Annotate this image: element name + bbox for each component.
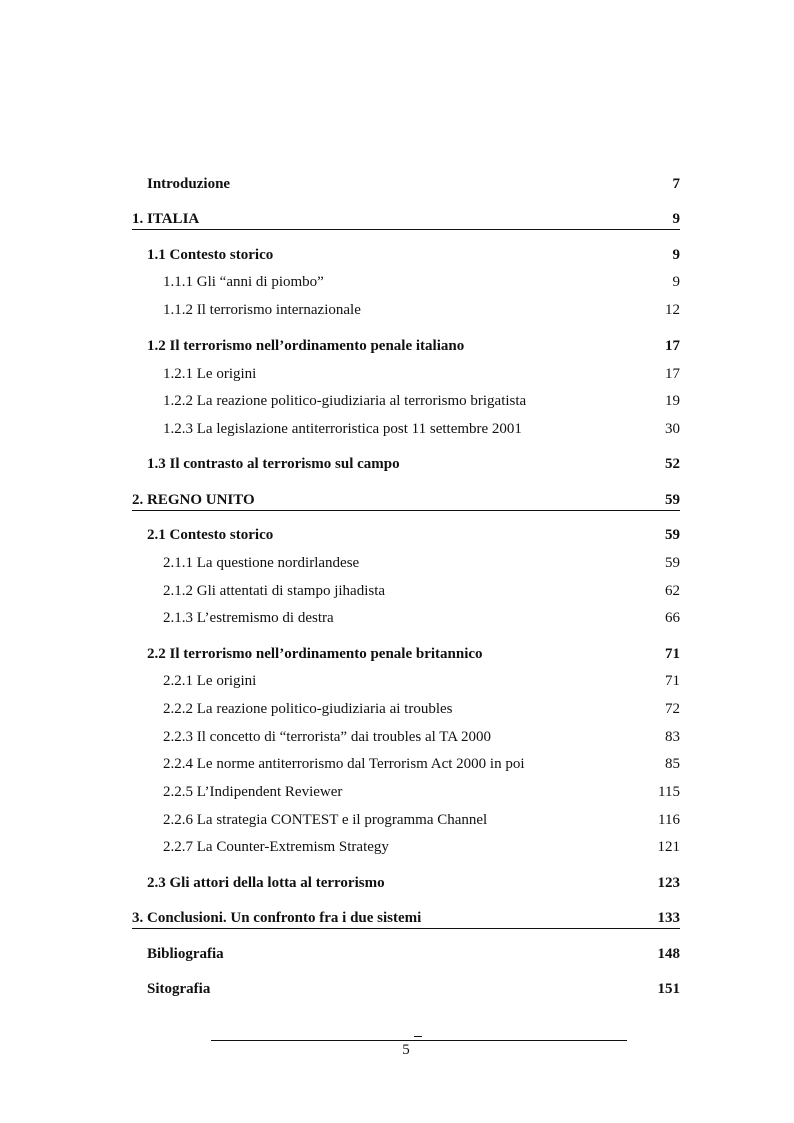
page-number: 5: [402, 1042, 410, 1058]
toc-entry-page: 9: [672, 247, 680, 263]
toc-entry-page: 66: [665, 610, 680, 626]
toc-entry-page: 83: [665, 729, 680, 745]
toc-entry: [163, 837, 680, 857]
toc-entry: [132, 209, 680, 230]
toc-entry-title: 1.1.2 Il terrorismo internazionale: [163, 302, 361, 318]
toc-entry-title: 2.1 Contesto storico: [147, 527, 274, 543]
toc-entry-page: 12: [665, 302, 680, 318]
toc-entry: [132, 490, 680, 511]
toc-entry-page: 19: [665, 393, 680, 409]
toc-entry-page: 116: [658, 812, 680, 828]
toc-entry-page: 123: [657, 875, 680, 891]
toc-entry-page: 85: [665, 756, 680, 772]
toc-entry-title: 2.2.7 La Counter-Extremism Strategy: [163, 839, 389, 855]
footer-rule: [211, 1040, 627, 1041]
toc-entry: [147, 525, 680, 545]
toc-entry-title: 1.3 Il contrasto al terrorismo sul campo: [147, 456, 400, 472]
toc-entry-title: 2.1.3 L’estremismo di destra: [163, 610, 334, 626]
toc-entry: [163, 553, 680, 573]
toc-entry: [163, 810, 680, 830]
toc-entry-title: 2.3 Gli attori della lotta al terrorismo: [147, 875, 385, 891]
toc-entry: [163, 419, 680, 439]
toc-entry: [163, 581, 680, 601]
toc-entry-title: 3. Conclusioni. Un confronto fra i due sistemi: [132, 910, 422, 926]
toc-entry-title: 1.2.2 La reazione politico-giudiziaria al terrorismo brigatista: [163, 393, 527, 409]
toc-entry-page: 59: [665, 527, 680, 543]
toc-entry-title: 1.1.1 Gli “anni di piombo”: [163, 274, 324, 290]
toc-entry-title: 1.1 Contesto storico: [147, 247, 274, 263]
toc-entry: [132, 908, 680, 929]
toc-entry: [147, 873, 680, 893]
toc-entry: [163, 608, 680, 628]
toc-entry: [163, 727, 680, 747]
toc-entry-title: 2.2.5 L’Indipendent Reviewer: [163, 784, 343, 800]
toc-entry: [163, 300, 680, 320]
toc-entry-page: 72: [665, 701, 680, 717]
toc-entry-title: 2.2.1 Le origini: [163, 673, 257, 689]
toc-entry-title: 1.2.1 Le origini: [163, 366, 257, 382]
toc-entry-title: 2.2.3 Il concetto di “terrorista” dai troubles al TA 2000: [163, 729, 492, 745]
toc-entry: [147, 174, 680, 194]
toc-entry-title: Bibliografia: [147, 946, 224, 962]
toc-entry-page: 59: [665, 555, 680, 571]
toc-entry-page: 148: [657, 946, 680, 962]
toc-entry-title: 2. REGNO UNITO: [132, 492, 255, 508]
toc-entry: [147, 336, 680, 356]
toc-entry-title: Introduzione: [147, 176, 231, 192]
toc-entry-title: Sitografia: [147, 981, 211, 997]
toc-entry: [163, 391, 680, 411]
toc-entry: [163, 699, 680, 719]
toc-entry-page: 9: [672, 211, 680, 227]
toc-entry-page: 115: [658, 784, 680, 800]
toc-entry-page: 59: [665, 492, 680, 508]
toc-entry-title: 2.2.6 La strategia CONTEST e il programma Channel: [163, 812, 488, 828]
toc-entry-title: 2.1.2 Gli attentati di stampo jihadista: [163, 583, 386, 599]
toc-entry: [163, 754, 680, 774]
toc-entry-title: 1.2.3 La legislazione antiterroristica post 11 settembre 2001: [163, 421, 522, 437]
toc-entry-title: 2.2 Il terrorismo nell’ordinamento penale britannico: [147, 646, 483, 662]
footer-tick: [414, 1036, 422, 1037]
toc-entry-page: 17: [665, 338, 680, 354]
toc-entry-page: 17: [665, 366, 680, 382]
toc-entry: [147, 644, 680, 664]
toc-entry: [147, 979, 680, 999]
toc-entry: [163, 671, 680, 691]
toc-entry-page: 30: [665, 421, 680, 437]
toc-entry-page: 9: [672, 274, 680, 290]
toc-entry: [147, 944, 680, 964]
toc-entry: [147, 245, 680, 265]
toc-entry-page: 133: [657, 910, 680, 926]
toc-entry-page: 71: [665, 673, 680, 689]
toc-entry: [147, 454, 680, 474]
toc-entry-title: 1. ITALIA: [132, 211, 200, 227]
toc-entry-page: 121: [657, 839, 680, 855]
toc-entry: [163, 782, 680, 802]
toc-entry-title: 2.2.2 La reazione politico-giudiziaria ai troubles: [163, 701, 453, 717]
toc-entry: [163, 272, 680, 292]
toc-entry-page: 62: [665, 583, 680, 599]
toc-entry-title: 2.2.4 Le norme antiterrorismo dal Terrorism Act 2000 in poi: [163, 756, 525, 772]
toc-entry-page: 151: [657, 981, 680, 997]
toc-entry-page: 71: [665, 646, 680, 662]
toc-entry-title: 1.2 Il terrorismo nell’ordinamento penale italiano: [147, 338, 465, 354]
toc-entry-title: 2.1.1 La questione nordirlandese: [163, 555, 360, 571]
toc-entry: [163, 364, 680, 384]
toc-entry-page: 7: [672, 176, 680, 192]
toc-entry-page: 52: [665, 456, 680, 472]
